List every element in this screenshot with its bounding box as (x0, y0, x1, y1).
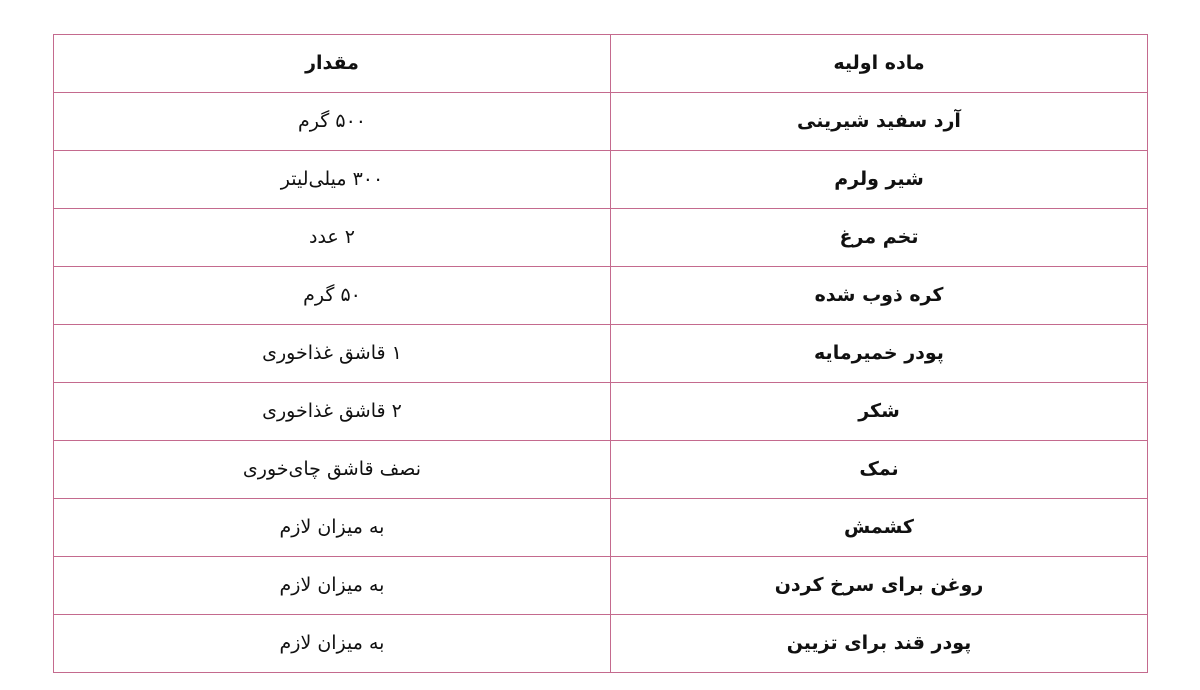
table-row (54, 93, 1148, 151)
table-row (54, 209, 1148, 267)
header-ingredient: ماده اولیه (611, 35, 1148, 93)
amount-cell: ۳۰۰ میلی‌لیتر (54, 151, 611, 209)
ingredient-cell: آرد سفید شیرینی (611, 93, 1148, 151)
table-row (54, 325, 1148, 383)
table-header-row (54, 35, 1148, 93)
ingredient-cell: شیر ولرم (611, 151, 1148, 209)
header-amount: مقدار (54, 35, 611, 93)
ingredient-cell: پودر قند برای تزیین (611, 615, 1148, 673)
ingredient-cell: پودر خمیرمایه (611, 325, 1148, 383)
amount-cell: ۵۰ گرم (54, 267, 611, 325)
table-row (54, 267, 1148, 325)
amount-cell: ۵۰۰ گرم (54, 93, 611, 151)
ingredients-table-container (53, 34, 1147, 673)
ingredient-cell: نمک (611, 441, 1148, 499)
table-row (54, 441, 1148, 499)
table-row (54, 383, 1148, 441)
table-row (54, 151, 1148, 209)
amount-cell: به میزان لازم (54, 615, 611, 673)
ingredient-cell: کره ذوب شده (611, 267, 1148, 325)
amount-cell: نصف قاشق چای‌خوری (54, 441, 611, 499)
table-row (54, 499, 1148, 557)
ingredients-table (53, 34, 1148, 673)
ingredient-cell: کشمش (611, 499, 1148, 557)
amount-cell: به میزان لازم (54, 499, 611, 557)
amount-cell: به میزان لازم (54, 557, 611, 615)
amount-cell: ۲ قاشق غذاخوری (54, 383, 611, 441)
amount-cell: ۱ قاشق غذاخوری (54, 325, 611, 383)
ingredient-cell: شکر (611, 383, 1148, 441)
amount-cell: ۲ عدد (54, 209, 611, 267)
ingredient-cell: روغن برای سرخ کردن (611, 557, 1148, 615)
table-row (54, 557, 1148, 615)
ingredient-cell: تخم مرغ (611, 209, 1148, 267)
table-row (54, 615, 1148, 673)
